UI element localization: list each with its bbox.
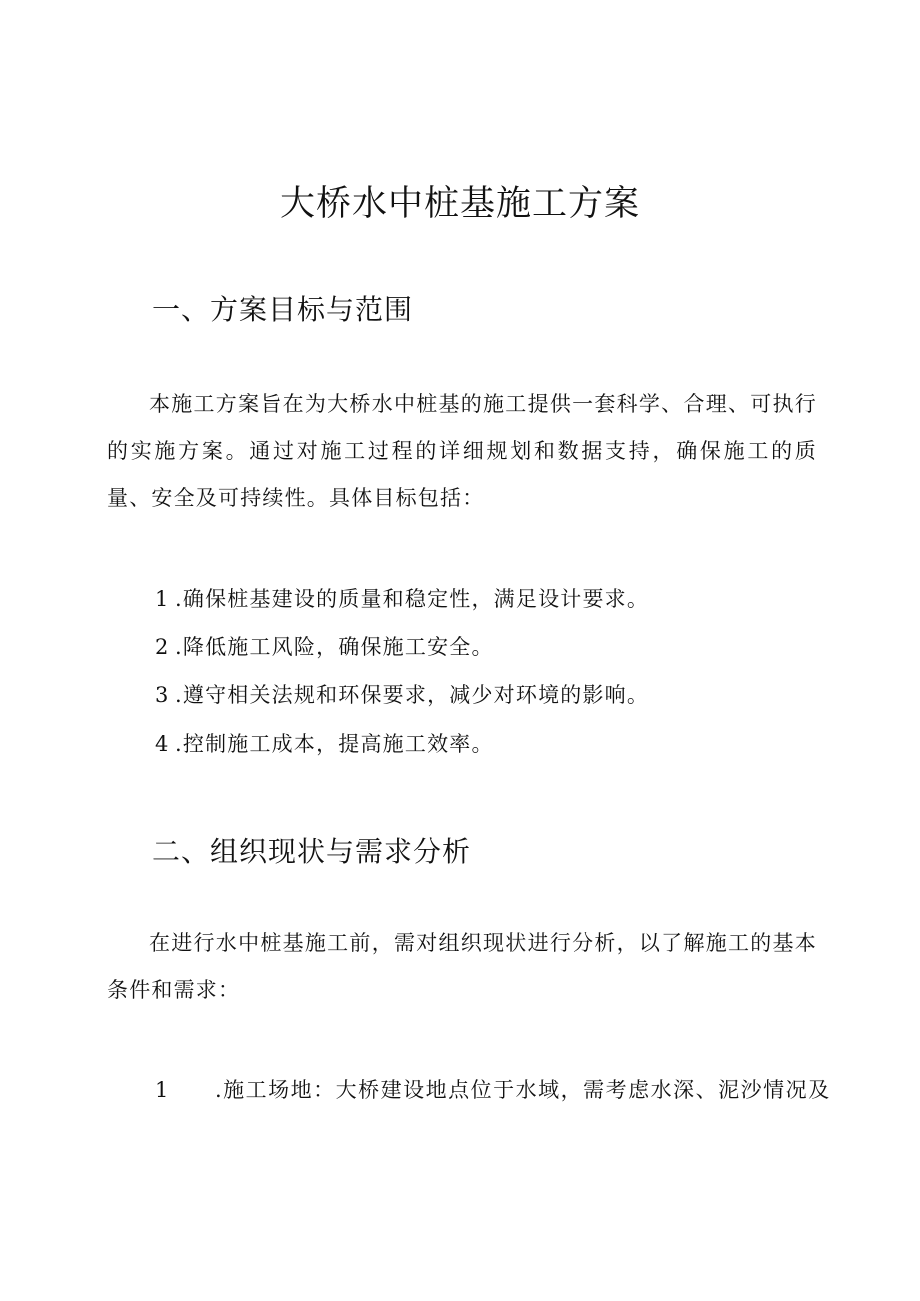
list-item-text: .施工场地：大桥建设地点位于水域，需考虑水深、泥沙情况及	[215, 1078, 831, 1102]
list-item	[155, 680, 815, 710]
list-item-number: 4	[155, 732, 170, 756]
section-2-paragraph: 在进行水中桩基施工前，需对组织现状进行分析，以了解施工的基本条件和需求：	[107, 931, 817, 1002]
section-heading-2: 二、组织现状与需求分析	[152, 835, 472, 868]
list-item-number: 1	[155, 587, 170, 611]
list-item-text: .降低施工风险，确保施工安全。	[175, 635, 494, 659]
list-item-number: 3	[155, 683, 170, 707]
list-item-text: .遵守相关法规和环保要求，减少对环境的影响。	[175, 683, 650, 707]
list-item	[155, 632, 815, 662]
list-item	[155, 584, 815, 614]
list-item-text: .确保桩基建设的质量和稳定性，满足设计要求。	[175, 587, 650, 611]
list-item	[155, 1075, 831, 1105]
list-item	[155, 729, 815, 759]
list-item-number: 2	[155, 635, 170, 659]
section-1-paragraph: 本施工方案旨在为大桥水中桩基的施工提供一套科学、合理、可执行的实施方案。通过对施工过程的详细规划和数据支持，确保施工的质量、安全及可持续性。具体目标包括：	[107, 392, 817, 510]
section-heading-1: 一、方案目标与范围	[152, 293, 414, 326]
list-item-number: 1	[155, 1078, 170, 1102]
document-title: 大桥水中桩基施工方案	[279, 184, 640, 224]
list-item-text: .控制施工成本，提高施工效率。	[175, 732, 494, 756]
